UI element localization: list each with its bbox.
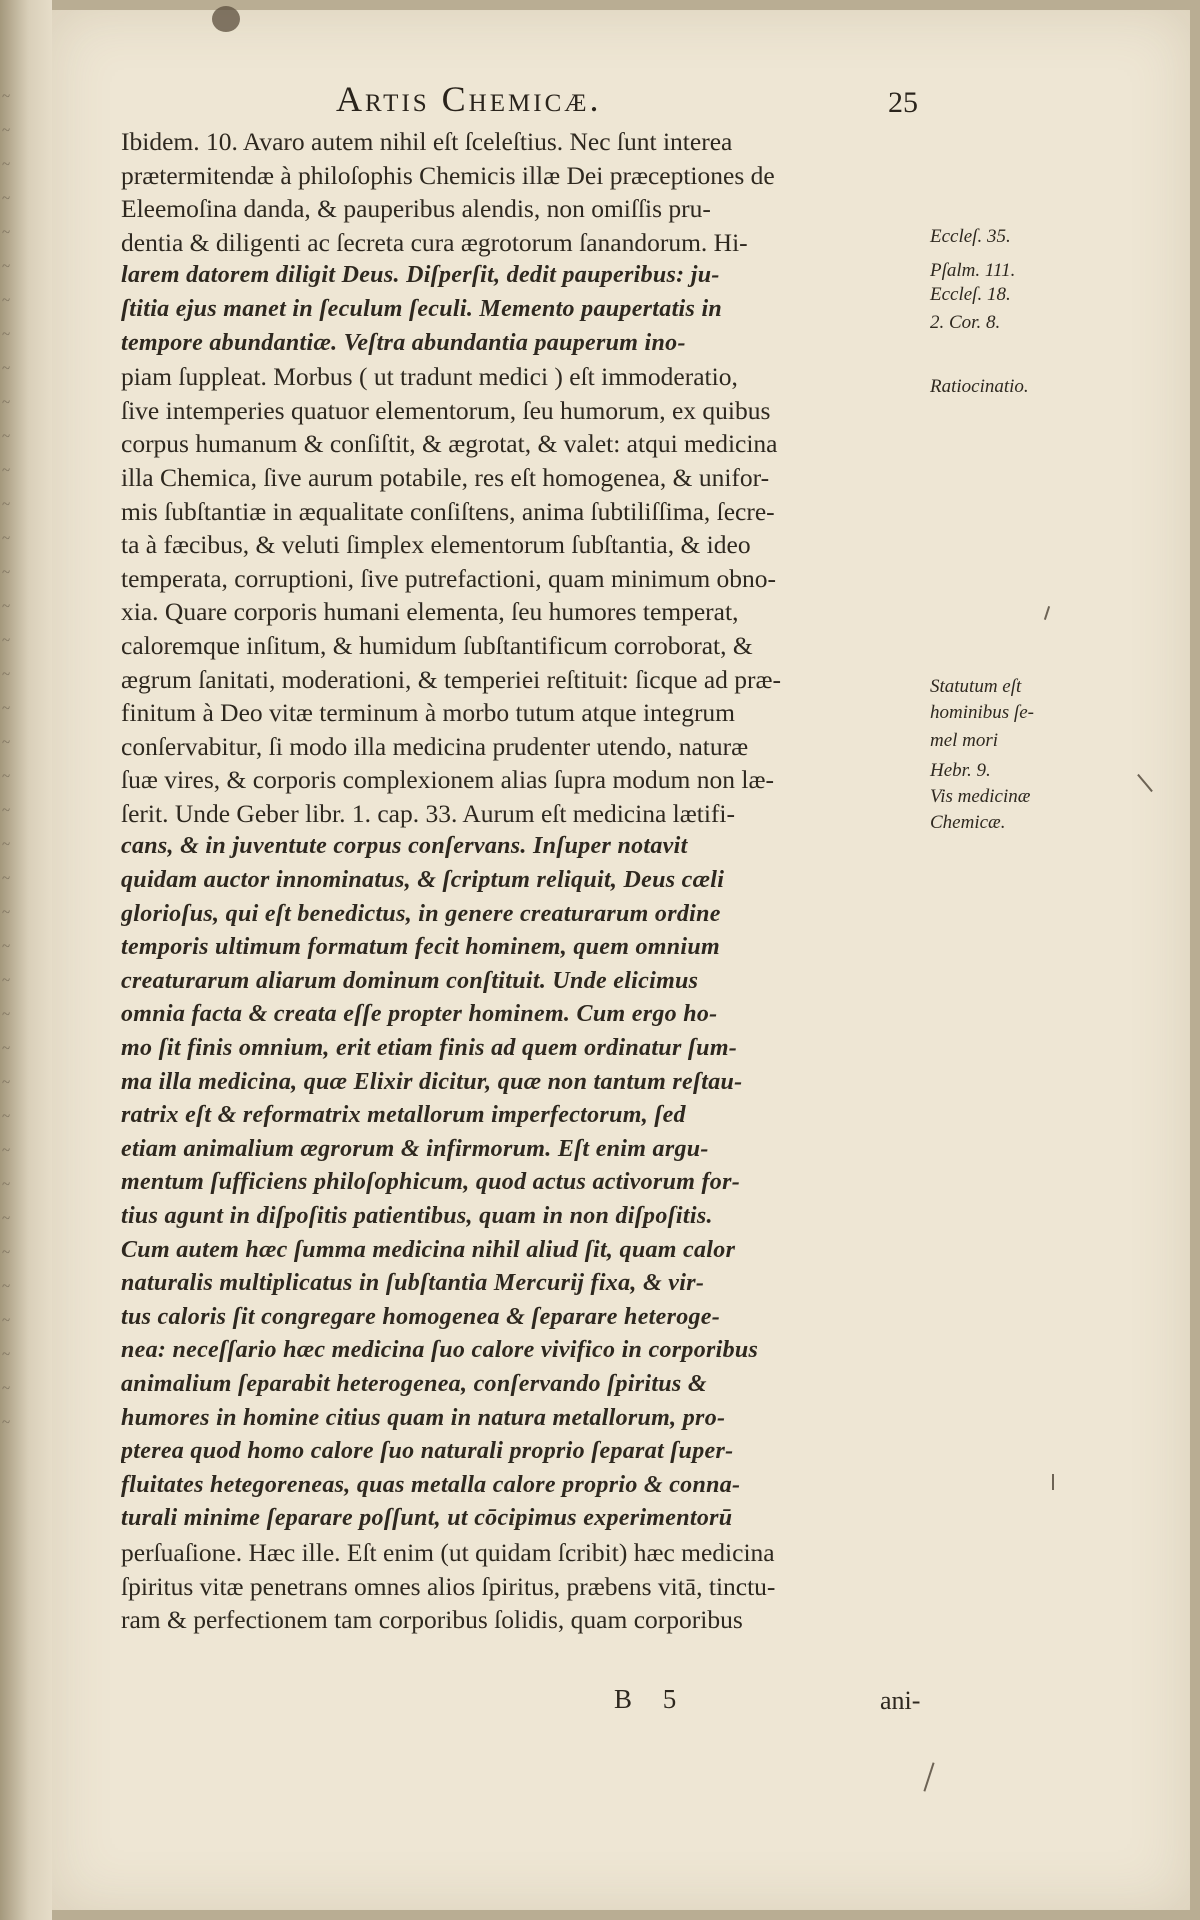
- ink-blot: [212, 6, 240, 32]
- text-line: quidam auctor innominatus, & ſcriptum reliquit, Deus cæli: [121, 867, 725, 894]
- text-line: tius agunt in diſpoſitis patientibus, quam in non diſpoſitis.: [121, 1203, 713, 1229]
- text-line: corpus humanum & conſiſtit, & ægrotat, & valet: atqui medicina: [121, 429, 778, 459]
- margin-note: Ratiocinatio.: [930, 376, 1029, 397]
- pen-mark: [1052, 1474, 1054, 1490]
- text-line: ram & perfectionem tam corporibus ſolidis, quam corporibus: [121, 1605, 743, 1635]
- text-line: xia. Quare corporis humani elementa, ſeu humores temperat,: [121, 597, 739, 627]
- text-line: ratrix eſt & reformatrix metallorum imperfectorum, ſed: [121, 1102, 686, 1129]
- margin-note: 2. Cor. 8.: [930, 312, 1001, 333]
- text-line: tus caloris ſit congregare homogenea & ſeparare heteroge-: [121, 1303, 721, 1330]
- margin-note: Statutum eſt: [930, 676, 1022, 697]
- text-line: ſpiritus vitæ penetrans omnes alios ſpiritus, præbens vitā, tinctu-: [121, 1571, 776, 1601]
- text-line: omnia facta & creata eſſe propter hominem. Cum ergo ho-: [121, 1001, 718, 1028]
- text-line: caloremque inſitum, & humidum ſubſtantificum corroborat, &: [121, 630, 753, 660]
- text-line: pterea quod homo calore ſuo naturali proprio ſeparat ſuper-: [121, 1438, 734, 1465]
- margin-note: Eccleſ. 35.: [930, 226, 1011, 247]
- text-line: ſerit. Unde Geber libr. 1. cap. 33. Aurum eſt medicina lætifi-: [121, 798, 735, 828]
- text-line: naturalis multiplicatus in ſubſtantia Mercurij fixa, & vir-: [121, 1270, 705, 1297]
- text-line: ſtitia ejus manet in ſeculum ſeculi. Memento paupertatis in: [121, 295, 723, 322]
- margin-note: Chemicæ.: [930, 812, 1006, 833]
- signature-mark: B 5: [614, 1684, 689, 1714]
- text-line: Cum autem hæc ſumma medicina nihil aliud ſit, quam calor: [121, 1236, 736, 1263]
- text-line: prætermitendæ à philoſophis Chemicis illæ Dei præceptiones de: [121, 160, 775, 190]
- text-line: animalium ſeparabit heterogenea, conſervando ſpiritus &: [121, 1370, 707, 1397]
- text-line: mentum ſufficiens philoſophicum, quod actus activorum for-: [121, 1169, 741, 1196]
- text-line: Ibidem. 10. Avaro autem nihil eſt ſceleſtius. Nec ſunt interea: [121, 127, 733, 156]
- catchword: ani-: [880, 1686, 921, 1715]
- text-line: ta à fæcibus, & veluti ſimplex elementorum ſubſtantia, & ideo: [121, 530, 751, 560]
- text-line: tempore abundantiæ. Veſtra abundantia pauperum ino-: [121, 329, 686, 356]
- text-line: fluitates hetegoreneas, quas metalla calore proprio & conna-: [121, 1471, 741, 1498]
- text-line: turali minime ſeparare poſſunt, ut cōcipimus experimentorū: [121, 1505, 733, 1532]
- margin-note: Vis medicinæ: [930, 786, 1031, 807]
- text-line: finitum à Deo vitæ terminum à morbo tutum atque integrum: [121, 698, 736, 728]
- text-line: ægrum ſanitati, moderationi, & temperiei reſtituit: ſicque ad præ-: [121, 664, 781, 694]
- text-line: temperata, corruptioni, ſive putrefactioni, quam minimum obno-: [121, 563, 777, 593]
- main-text-block: [121, 125, 931, 1637]
- margin-note: Hebr. 9.: [930, 760, 991, 781]
- text-line: ſuæ vires, & corporis complexionem alias ſupra modum non læ-: [121, 765, 774, 795]
- text-line: ma illa medicina, quæ Elixir dicitur, quæ non tantum reſtau-: [121, 1068, 743, 1095]
- text-line: cans, & in juventute corpus conſervans. Inſuper notavit: [121, 833, 688, 860]
- running-head-title: Artis Chemicæ.: [336, 79, 602, 119]
- text-line: humores in homine citius quam in natura metallorum, pro-: [121, 1404, 726, 1431]
- text-line: etiam animalium ægrorum & infirmorum. Eſt enim argu-: [121, 1135, 709, 1162]
- text-line: mo ſit finis omnium, erit etiam finis ad quem ordinatur ſum-: [121, 1035, 738, 1062]
- text-line: ſive intemperies quatuor elementorum, ſeu humorum, ex quibus: [121, 395, 771, 425]
- margin-note: Eccleſ. 18.: [930, 284, 1011, 305]
- text-line: creaturarum aliarum dominum conſtituit. Unde elicimus: [121, 967, 699, 994]
- margin-note: mel mori: [930, 730, 999, 751]
- text-line: larem datorem diligit Deus. Diſperſit, dedit pauperibus: ju-: [121, 262, 720, 289]
- text-line: piam ſuppleat. Morbus ( ut tradunt medici ) eſt immoderatio,: [121, 362, 738, 392]
- text-line: Eleemoſina danda, & pauperibus alendis, non omiſſis pru-: [121, 194, 711, 224]
- text-line: temporis ultimum formatum fecit hominem, quem omnium: [121, 934, 721, 961]
- text-line: dentia & diligenti ac ſecreta cura ægrotorum ſanandorum. Hi-: [121, 227, 748, 257]
- text-line: illa Chemica, ſive aurum potabile, res eſt homogenea, & unifor-: [121, 462, 770, 492]
- text-line: glorioſus, qui eſt benedictus, in genere creaturarum ordine: [121, 900, 721, 927]
- margin-note: Pſalm. 111.: [930, 260, 1016, 281]
- facing-page-edge: [0, 0, 52, 1920]
- text-line: nea: neceſſario hæc medicina ſuo calore vivifico in corporibus: [121, 1337, 759, 1364]
- facing-page-bleed-text: ~ ~ ~ ~ ~ ~ ~ ~ ~ ~ ~ ~ ~ ~ ~ ~ ~ ~ ~ ~ ~ ~ ~ ~ ~ ~ ~ ~ ~ ~ ~ ~ ~ ~ ~ ~ ~ ~ ~ ~: [2, 89, 11, 1431]
- text-line: mis ſubſtantiæ in æqualitate conſiſtens, anima ſubtiliſſima, ſecre-: [121, 496, 775, 526]
- page-number: 25: [888, 86, 918, 119]
- margin-note: hominibus ſe-: [930, 702, 1034, 723]
- text-line: perſuaſione. Hæc ille. Eſt enim (ut quidam ſcribit) hæc medicina: [121, 1537, 775, 1567]
- text-line: conſervabitur, ſi modo illa medicina prudenter utendo, naturæ: [121, 731, 749, 761]
